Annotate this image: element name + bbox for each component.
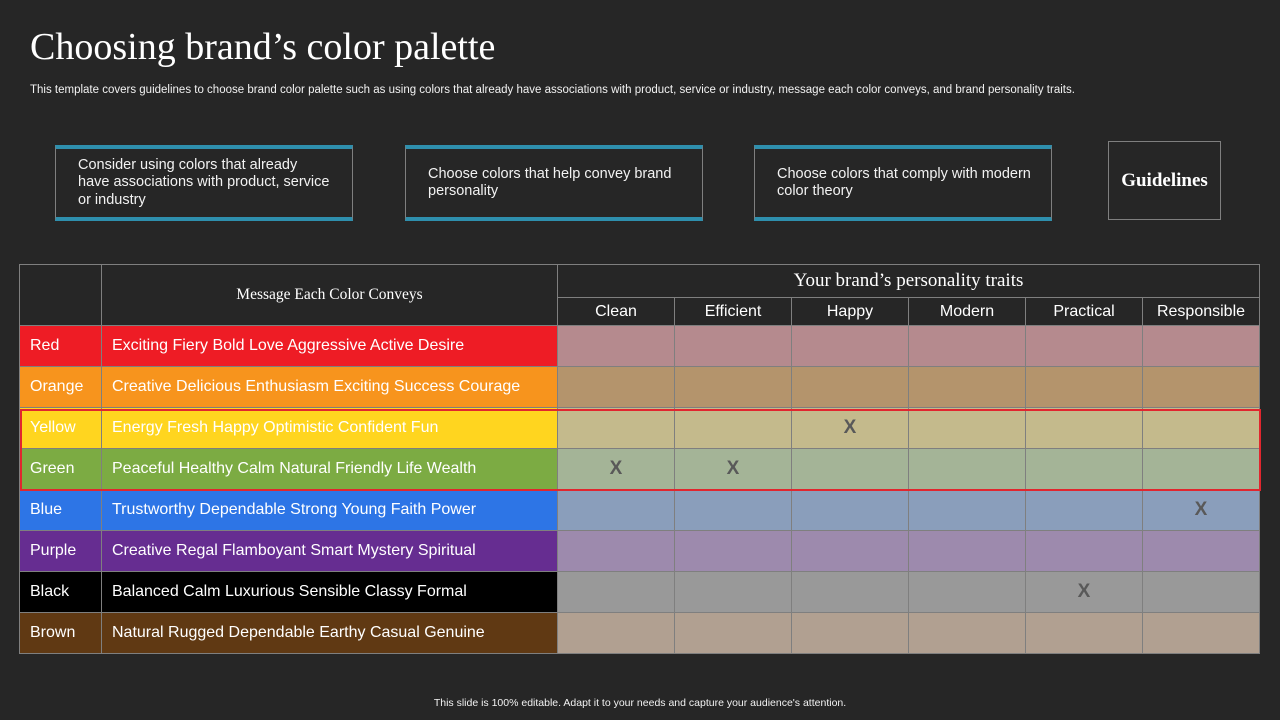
- color-name-cell: Yellow: [20, 408, 102, 449]
- trait-mark-cell: X: [1143, 490, 1260, 531]
- trait-header-happy: Happy: [792, 298, 909, 326]
- trait-cell: [909, 613, 1026, 654]
- color-row-blue: [20, 490, 1260, 531]
- guidelines-label-box: [1108, 141, 1221, 220]
- trait-cell: [558, 572, 675, 613]
- guideline-card-personality: [405, 145, 703, 221]
- trait-mark-cell: X: [558, 449, 675, 490]
- trait-header-responsible: Responsible: [1143, 298, 1260, 326]
- trait-cell: [1143, 613, 1260, 654]
- color-row-green: [20, 449, 1260, 490]
- trait-cell: [1143, 408, 1260, 449]
- color-row-brown: [20, 613, 1260, 654]
- guidelines-label: Guidelines: [1121, 169, 1208, 191]
- page-subtitle: This template covers guidelines to choose brand color palette such as using colors that already have associations with product, service or industry, message each color conveys, and brand personality traits.: [30, 84, 1075, 96]
- color-row-yellow: [20, 408, 1260, 449]
- trait-cell: [1026, 408, 1143, 449]
- trait-cell: [792, 367, 909, 408]
- color-name-cell: Green: [20, 449, 102, 490]
- trait-cell: [1026, 367, 1143, 408]
- trait-cell: [675, 572, 792, 613]
- color-message-cell: Energy Fresh Happy Optimistic Confident Fun: [102, 408, 558, 449]
- guideline-card-text: Consider using colors that already have associations with product, service or industry: [78, 156, 330, 208]
- color-message-cell: Trustworthy Dependable Strong Young Faith Power: [102, 490, 558, 531]
- trait-cell: [792, 531, 909, 572]
- color-palette-table: [19, 264, 1260, 654]
- trait-cell: [909, 531, 1026, 572]
- trait-cell: [558, 490, 675, 531]
- trait-cell: [675, 326, 792, 367]
- color-name-cell: Orange: [20, 367, 102, 408]
- trait-header-clean: Clean: [558, 298, 675, 326]
- trait-cell: [1026, 613, 1143, 654]
- trait-mark-cell: X: [1026, 572, 1143, 613]
- trait-cell: [675, 531, 792, 572]
- color-message-cell: Creative Delicious Enthusiasm Exciting Success Courage: [102, 367, 558, 408]
- color-row-red: [20, 326, 1260, 367]
- trait-cell: [558, 408, 675, 449]
- trait-cell: [675, 613, 792, 654]
- trait-cell: [1026, 449, 1143, 490]
- color-row-orange: [20, 367, 1260, 408]
- color-name-cell: Red: [20, 326, 102, 367]
- trait-cell: [558, 367, 675, 408]
- trait-cell: [1143, 572, 1260, 613]
- message-header: Message Each Color Conveys: [102, 265, 558, 326]
- color-message-cell: Natural Rugged Dependable Earthy Casual Genuine: [102, 613, 558, 654]
- trait-cell: [792, 490, 909, 531]
- trait-cell: [1026, 490, 1143, 531]
- guideline-card-text: Choose colors that comply with modern color theory: [777, 165, 1031, 199]
- trait-cell: [792, 449, 909, 490]
- trait-mark-cell: X: [675, 449, 792, 490]
- trait-cell: [558, 613, 675, 654]
- trait-cell: [558, 531, 675, 572]
- trait-mark-cell: X: [792, 408, 909, 449]
- trait-cell: [909, 408, 1026, 449]
- color-name-cell: Black: [20, 572, 102, 613]
- guideline-card-associations: [55, 145, 353, 221]
- color-message-cell: Peaceful Healthy Calm Natural Friendly Life Wealth: [102, 449, 558, 490]
- trait-cell: [1143, 367, 1260, 408]
- page-title: Choosing brand’s color palette: [30, 26, 496, 68]
- trait-header-efficient: Efficient: [675, 298, 792, 326]
- color-message-cell: Creative Regal Flamboyant Smart Mystery Spiritual: [102, 531, 558, 572]
- color-name-cell: Brown: [20, 613, 102, 654]
- trait-cell: [558, 326, 675, 367]
- trait-cell: [1143, 531, 1260, 572]
- trait-cell: [909, 449, 1026, 490]
- guideline-card-text: Choose colors that help convey brand personality: [428, 165, 672, 199]
- header-empty-cell: [20, 265, 102, 326]
- color-message-cell: Balanced Calm Luxurious Sensible Classy Formal: [102, 572, 558, 613]
- trait-cell: [792, 572, 909, 613]
- trait-cell: [1143, 449, 1260, 490]
- trait-cell: [1026, 531, 1143, 572]
- color-message-cell: Exciting Fiery Bold Love Aggressive Active Desire: [102, 326, 558, 367]
- trait-cell: [675, 367, 792, 408]
- guideline-card-color-theory: [754, 145, 1052, 221]
- trait-cell: [1026, 326, 1143, 367]
- trait-cell: [675, 408, 792, 449]
- trait-header-modern: Modern: [909, 298, 1026, 326]
- color-row-purple: [20, 531, 1260, 572]
- color-name-cell: Purple: [20, 531, 102, 572]
- trait-cell: [792, 613, 909, 654]
- trait-header-practical: Practical: [1026, 298, 1143, 326]
- trait-cell: [909, 326, 1026, 367]
- trait-cell: [909, 490, 1026, 531]
- trait-cell: [909, 367, 1026, 408]
- footer-note: This slide is 100% editable. Adapt it to your needs and capture your audience's attention.: [433, 697, 847, 709]
- trait-cell: [792, 326, 909, 367]
- trait-cell: [1143, 326, 1260, 367]
- color-row-black: [20, 572, 1260, 613]
- trait-cell: [909, 572, 1026, 613]
- trait-cell: [675, 490, 792, 531]
- color-name-cell: Blue: [20, 490, 102, 531]
- traits-header: Your brand’s personality traits: [558, 265, 1260, 298]
